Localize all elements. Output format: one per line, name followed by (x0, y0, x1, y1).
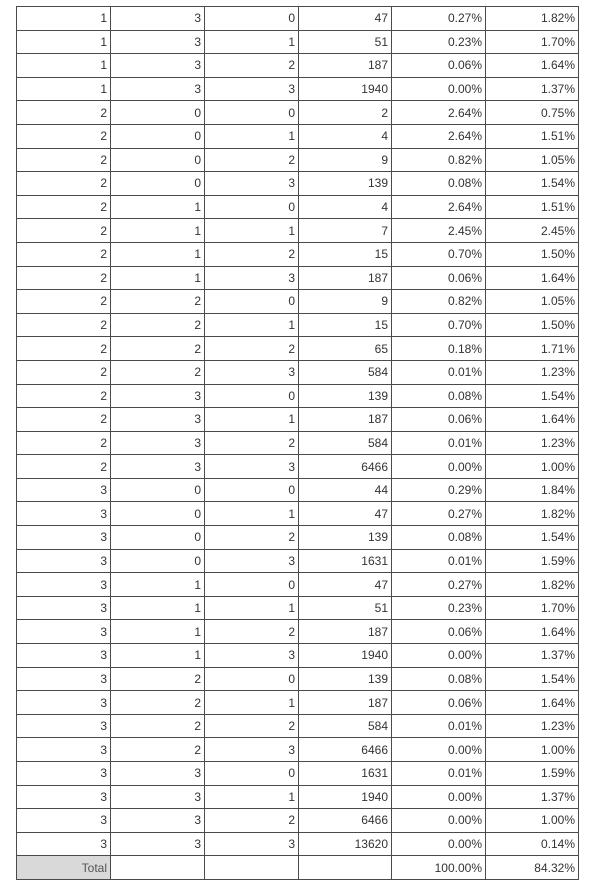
table-cell: 3 (17, 573, 111, 597)
table-cell: 1 (111, 644, 205, 668)
table-cell: 0.70% (392, 313, 486, 337)
table-cell: 0 (111, 478, 205, 502)
table-cell: 139 (299, 526, 392, 550)
table-cell: 0 (205, 195, 299, 219)
table-cell: 1 (205, 30, 299, 54)
table-cell: 1.84% (486, 478, 579, 502)
table-cell: 1.70% (486, 596, 579, 620)
table-cell: 3 (111, 809, 205, 833)
table-cell: 1 (205, 785, 299, 809)
table-cell: 3 (17, 526, 111, 550)
table-cell: 1.59% (486, 549, 579, 573)
table-cell: 1 (17, 77, 111, 101)
table-cell: 2 (205, 526, 299, 550)
table-cell: 0.23% (392, 30, 486, 54)
table-cell: 3 (111, 408, 205, 432)
table-cell: 2 (299, 101, 392, 125)
table-cell: 0.70% (392, 242, 486, 266)
data-table (16, 6, 579, 880)
table-cell: 2 (111, 360, 205, 384)
table-cell: 2 (17, 313, 111, 337)
table-cell: 0.06% (392, 266, 486, 290)
table-cell: 0.00% (392, 455, 486, 479)
table-cell: 47 (299, 573, 392, 597)
table-cell: 6466 (299, 809, 392, 833)
table-cell: 3 (17, 785, 111, 809)
table-row (17, 290, 579, 314)
table-cell: 1.37% (486, 785, 579, 809)
table-row (17, 195, 579, 219)
table-cell: 584 (299, 360, 392, 384)
table-cell: 3 (111, 384, 205, 408)
table-cell: 1.23% (486, 360, 579, 384)
table-cell: 1 (205, 313, 299, 337)
table-row (17, 667, 579, 691)
table-cell: 0.14% (486, 832, 579, 856)
table-row (17, 785, 579, 809)
table-row (17, 384, 579, 408)
table-cell: 1631 (299, 762, 392, 786)
table-cell: 1.64% (486, 620, 579, 644)
table-cell: 139 (299, 667, 392, 691)
table-cell: 1 (111, 219, 205, 243)
table-cell: 1.23% (486, 714, 579, 738)
table-cell: 0.75% (486, 101, 579, 125)
table-cell: 0 (205, 101, 299, 125)
table-row (17, 478, 579, 502)
table-cell: 2.45% (486, 219, 579, 243)
table-cell: 1631 (299, 549, 392, 573)
table-cell: 1940 (299, 644, 392, 668)
table-row (17, 596, 579, 620)
table-cell: 3 (17, 502, 111, 526)
table-cell: 1.54% (486, 667, 579, 691)
table-row (17, 549, 579, 573)
table-cell: 3 (205, 360, 299, 384)
table-cell: 2 (17, 195, 111, 219)
table-row (17, 219, 579, 243)
table-cell: 1.64% (486, 691, 579, 715)
table-cell: 1.37% (486, 644, 579, 668)
table-cell: 1.00% (486, 455, 579, 479)
table-cell: 0.06% (392, 691, 486, 715)
table-cell: 1 (205, 502, 299, 526)
table-cell: 3 (17, 667, 111, 691)
table-cell: 1.50% (486, 242, 579, 266)
table-cell: 13620 (299, 832, 392, 856)
table-cell: 1940 (299, 785, 392, 809)
table-cell: 3 (17, 691, 111, 715)
table-cell: 0.01% (392, 762, 486, 786)
table-cell: 3 (111, 762, 205, 786)
table-cell: 139 (299, 172, 392, 196)
table-cell: 187 (299, 691, 392, 715)
table-cell: 47 (299, 7, 392, 31)
table-cell: 0.01% (392, 360, 486, 384)
table-cell: 1.64% (486, 54, 579, 78)
table-cell: 2 (17, 408, 111, 432)
table-cell: 1 (111, 266, 205, 290)
table-cell: 1.64% (486, 408, 579, 432)
table-row (17, 738, 579, 762)
table-cell: 1.00% (486, 809, 579, 833)
table-cell: 0.06% (392, 54, 486, 78)
table-cell: 2 (205, 431, 299, 455)
table-cell: 1.05% (486, 148, 579, 172)
table-cell: 2 (205, 620, 299, 644)
table-row (17, 7, 579, 31)
table-cell: 0 (205, 290, 299, 314)
table-row (17, 644, 579, 668)
table-row (17, 124, 579, 148)
table-cell: 0.06% (392, 408, 486, 432)
total-cell-3 (205, 856, 299, 880)
table-cell: 2 (111, 691, 205, 715)
table-cell: 1 (205, 691, 299, 715)
table-cell: 0.27% (392, 7, 486, 31)
table-cell: 187 (299, 620, 392, 644)
table-cell: 2 (111, 290, 205, 314)
table-row (17, 762, 579, 786)
table-cell: 0 (111, 172, 205, 196)
table-cell: 1.59% (486, 762, 579, 786)
table-cell: 1 (17, 7, 111, 31)
table-cell: 2 (17, 384, 111, 408)
table-row (17, 502, 579, 526)
table-cell: 3 (17, 620, 111, 644)
table-cell: 0 (111, 124, 205, 148)
table-cell: 3 (111, 832, 205, 856)
table-cell: 2 (17, 124, 111, 148)
table-cell: 1.70% (486, 30, 579, 54)
table-cell: 3 (17, 809, 111, 833)
table-cell: 2 (111, 337, 205, 361)
table-cell: 2 (17, 101, 111, 125)
table-row (17, 77, 579, 101)
table-cell: 0.82% (392, 290, 486, 314)
table-row (17, 54, 579, 78)
table-cell: 0.01% (392, 431, 486, 455)
table-cell: 15 (299, 242, 392, 266)
table-row (17, 526, 579, 550)
table-cell: 4 (299, 124, 392, 148)
table-cell: 1 (205, 408, 299, 432)
table-cell: 1 (111, 596, 205, 620)
table-cell: 0.00% (392, 77, 486, 101)
table-cell: 3 (17, 478, 111, 502)
total-label: Total (17, 856, 111, 880)
table-container (16, 6, 579, 880)
table-cell: 0.08% (392, 526, 486, 550)
table-cell: 0.82% (392, 148, 486, 172)
table-cell: 1.71% (486, 337, 579, 361)
table-cell: 1 (17, 30, 111, 54)
table-cell: 1 (205, 219, 299, 243)
table-cell: 1.82% (486, 502, 579, 526)
table-cell: 1 (111, 620, 205, 644)
table-cell: 4 (299, 195, 392, 219)
table-cell: 1.54% (486, 172, 579, 196)
table-row (17, 455, 579, 479)
table-row (17, 30, 579, 54)
table-cell: 51 (299, 30, 392, 54)
table-cell: 47 (299, 502, 392, 526)
table-cell: 1.82% (486, 7, 579, 31)
table-row (17, 620, 579, 644)
total-cell-4 (299, 856, 392, 880)
table-cell: 0.08% (392, 667, 486, 691)
table-cell: 0 (205, 7, 299, 31)
table-cell: 7 (299, 219, 392, 243)
table-cell: 6466 (299, 738, 392, 762)
table-cell: 1 (111, 242, 205, 266)
table-cell: 2.45% (392, 219, 486, 243)
table-cell: 0.00% (392, 738, 486, 762)
table-cell: 2 (17, 455, 111, 479)
table-cell: 0.00% (392, 785, 486, 809)
table-cell: 65 (299, 337, 392, 361)
table-cell: 0 (111, 148, 205, 172)
table-cell: 3 (111, 455, 205, 479)
table-row (17, 573, 579, 597)
table-row (17, 337, 579, 361)
table-cell: 3 (205, 77, 299, 101)
table-cell: 0.08% (392, 172, 486, 196)
table-cell: 3 (205, 832, 299, 856)
table-cell: 1 (17, 54, 111, 78)
table-cell: 2 (17, 337, 111, 361)
table-cell: 584 (299, 714, 392, 738)
table-cell: 2 (17, 431, 111, 455)
table-cell: 2 (111, 714, 205, 738)
table-cell: 0 (205, 762, 299, 786)
table-cell: 2 (17, 242, 111, 266)
table-cell: 2 (111, 313, 205, 337)
table-cell: 0 (111, 502, 205, 526)
table-cell: 1.05% (486, 290, 579, 314)
table-cell: 0 (111, 549, 205, 573)
table-cell: 1.54% (486, 384, 579, 408)
table-cell: 2 (205, 809, 299, 833)
table-cell: 1.00% (486, 738, 579, 762)
table-cell: 3 (111, 77, 205, 101)
table-row (17, 172, 579, 196)
table-cell: 3 (111, 431, 205, 455)
table-cell: 2 (205, 337, 299, 361)
table-cell: 0 (111, 526, 205, 550)
table-cell: 9 (299, 148, 392, 172)
table-cell: 3 (17, 762, 111, 786)
table-cell: 1.37% (486, 77, 579, 101)
total-cell-2 (111, 856, 205, 880)
table-row (17, 148, 579, 172)
table-cell: 0 (205, 573, 299, 597)
table-cell: 3 (17, 596, 111, 620)
table-cell: 0.00% (392, 809, 486, 833)
table-row (17, 101, 579, 125)
table-cell: 0 (205, 667, 299, 691)
total-cell-5: 100.00% (392, 856, 486, 880)
table-cell: 2 (205, 148, 299, 172)
table-cell: 3 (17, 714, 111, 738)
table-cell: 2.64% (392, 101, 486, 125)
table-cell: 0.27% (392, 573, 486, 597)
table-cell: 3 (17, 549, 111, 573)
table-cell: 1.51% (486, 124, 579, 148)
table-cell: 0.08% (392, 384, 486, 408)
table-cell: 2 (205, 54, 299, 78)
table-cell: 3 (111, 785, 205, 809)
table-cell: 3 (111, 7, 205, 31)
table-cell: 3 (205, 738, 299, 762)
table-cell: 2 (111, 667, 205, 691)
table-row (17, 714, 579, 738)
table-cell: 1 (205, 124, 299, 148)
table-cell: 2.64% (392, 124, 486, 148)
table-cell: 187 (299, 266, 392, 290)
table-cell: 1.50% (486, 313, 579, 337)
table-cell: 2.64% (392, 195, 486, 219)
table-cell: 3 (111, 30, 205, 54)
table-row (17, 809, 579, 833)
table-cell: 3 (17, 644, 111, 668)
table-cell: 1.54% (486, 526, 579, 550)
table-cell: 0.29% (392, 478, 486, 502)
table-cell: 3 (205, 172, 299, 196)
table-cell: 584 (299, 431, 392, 455)
table-cell: 2 (17, 219, 111, 243)
table-cell: 0.00% (392, 644, 486, 668)
table-cell: 3 (205, 549, 299, 573)
table-row (17, 242, 579, 266)
total-cell-6: 84.32% (486, 856, 579, 880)
table-cell: 0.01% (392, 549, 486, 573)
table-cell: 1 (111, 573, 205, 597)
table-cell: 0.27% (392, 502, 486, 526)
table-cell: 0.00% (392, 832, 486, 856)
table-cell: 0.18% (392, 337, 486, 361)
table-cell: 3 (205, 455, 299, 479)
table-cell: 2 (17, 148, 111, 172)
table-row (17, 431, 579, 455)
table-cell: 187 (299, 408, 392, 432)
table-cell: 15 (299, 313, 392, 337)
table-cell: 0 (111, 101, 205, 125)
table-cell: 3 (17, 738, 111, 762)
table-row (17, 408, 579, 432)
table-cell: 2 (17, 290, 111, 314)
total-row (17, 856, 579, 880)
table-body (17, 7, 579, 856)
table-row (17, 691, 579, 715)
table-cell: 0.23% (392, 596, 486, 620)
table-cell: 3 (205, 644, 299, 668)
table-cell: 2 (205, 242, 299, 266)
table-cell: 1 (205, 596, 299, 620)
table-cell: 6466 (299, 455, 392, 479)
table-cell: 3 (111, 54, 205, 78)
table-row (17, 832, 579, 856)
table-cell: 44 (299, 478, 392, 502)
table-cell: 1940 (299, 77, 392, 101)
table-cell: 0 (205, 384, 299, 408)
table-cell: 2 (17, 172, 111, 196)
table-cell: 1 (111, 195, 205, 219)
table-cell: 2 (17, 360, 111, 384)
table-cell: 1.64% (486, 266, 579, 290)
table-row (17, 360, 579, 384)
table-cell: 2 (111, 738, 205, 762)
table-cell: 2 (205, 714, 299, 738)
table-cell: 0.01% (392, 714, 486, 738)
table-cell: 1.23% (486, 431, 579, 455)
table-cell: 187 (299, 54, 392, 78)
table-cell: 3 (17, 832, 111, 856)
table-cell: 9 (299, 290, 392, 314)
table-cell: 51 (299, 596, 392, 620)
table-row (17, 313, 579, 337)
table-cell: 1.82% (486, 573, 579, 597)
table-cell: 3 (205, 266, 299, 290)
table-cell: 139 (299, 384, 392, 408)
table-cell: 1.51% (486, 195, 579, 219)
table-cell: 2 (17, 266, 111, 290)
table-cell: 0.06% (392, 620, 486, 644)
table-row (17, 266, 579, 290)
table-cell: 0 (205, 478, 299, 502)
